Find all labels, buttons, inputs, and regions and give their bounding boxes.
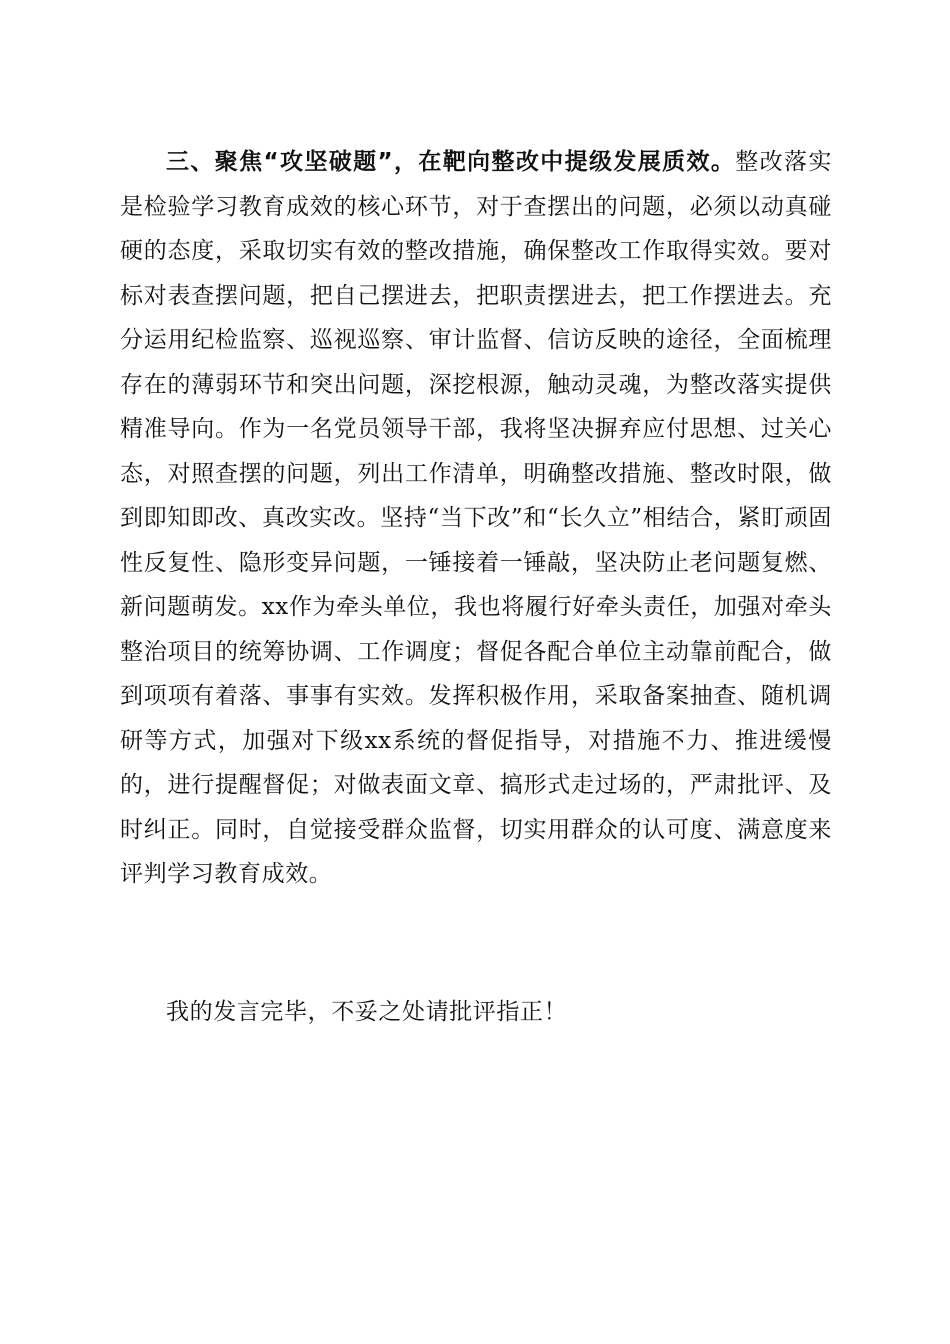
paragraph-text: 整改落实是检验学习教育成效的核心环节，对于查摆出的问题，必须以动真碰硬的态度，采取切实有效的整改措施，确保整改工作取得实效。要对标对表查摆问题，把自己摆进去，把职责摆进去，把工作摆进去。充分运用纪检监察、巡视巡察、审计监督、信访反映的途径，全面梳理存在的薄弱环节和突出问题，深挖根源，触动灵魂，为整改落实提供精准导向。作为一名党员领导干部，我将坚决摒弃应付思想、过关心态，对照查摆的问题，列出工作清单，明确整改措施、整改时限，做到即知即改、真改实改。坚持“当下改”和“长久立”相结合，紧盯顽固性反复性、隐形变异问题，一锤接着一锤敲，坚决防止老问题复燃、新问题萌发。xx作为牵头单位，我也将履行好牵头责任，加强对牵头整治项目的统筹协调、工作调度；督促各配合单位主动靠前配合，做到项项有着落、事事有实效。发挥积极作用，采取备案抽查、随机调研等方式，加强对下级xx系统的督促指导，对措施不力、推进缓慢的，进行提醒督促；对做表面文章、搞形式走过场的，严肃批评、及时纠正。同时，自觉接受群众监督，切实用群众的认可度、满意度来评判学习教育成效。 — [120, 149, 832, 887]
closing-remark: 我的发言完毕，不妥之处请批评指正！ — [166, 999, 568, 1025]
body-paragraph-rectification — [120, 140, 832, 897]
section-heading: 三、聚焦“攻坚破题”，在靶向整改中提级发展质效。 — [166, 149, 736, 175]
